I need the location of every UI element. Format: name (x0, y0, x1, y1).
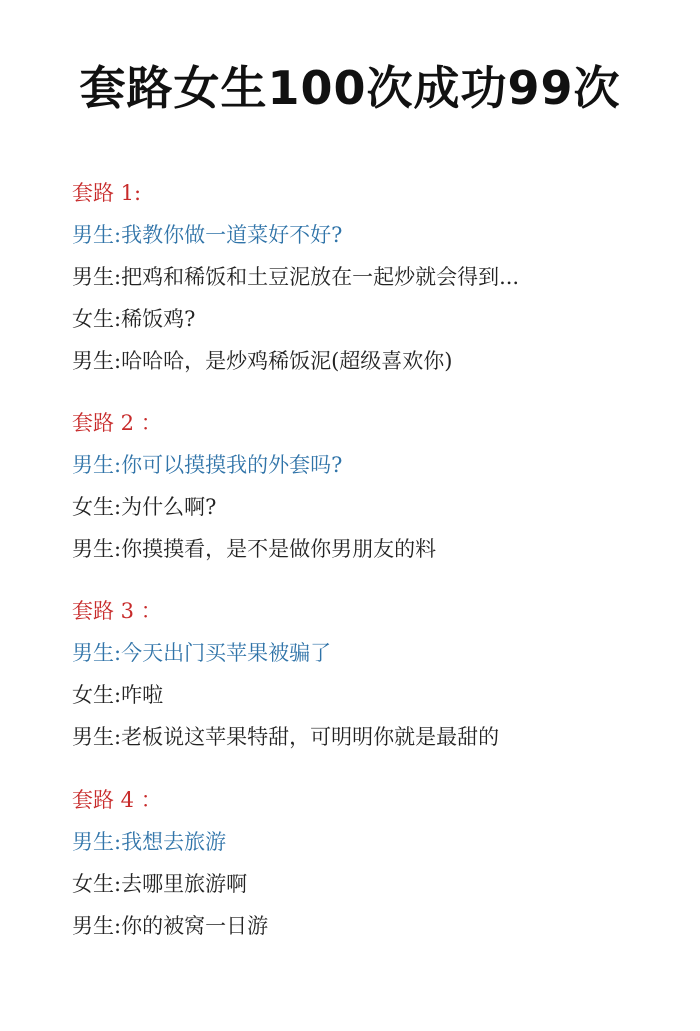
routine-heading: 套路 3 ： (72, 599, 162, 623)
page-title: 套路女生100次成功99次 (79, 61, 621, 115)
routine-heading: 套路 1: (72, 181, 142, 205)
routine-section-2 (72, 410, 672, 578)
dialogue-line: 男生:老板说这苹果特甜，可明明你就是最甜的 (72, 725, 500, 749)
dialogue-line: 男生:把鸡和稀饭和土豆泥放在一起炒就会得到... (72, 265, 520, 289)
dialogue-line: 男生:我想去旅游 (72, 830, 227, 854)
dialogue-line: 男生:哈哈哈，是炒鸡稀饭泥(超级喜欢你) (72, 349, 453, 373)
dialogue-line: 男生:你可以摸摸我的外套吗? (72, 453, 343, 477)
dialogue-line: 男生:你摸摸看，是不是做你男朋友的料 (72, 537, 437, 561)
dialogue-line: 女生:稀饭鸡? (72, 307, 196, 331)
routine-section-3 (72, 598, 672, 766)
dialogue-line: 男生:你的被窝一日游 (72, 914, 269, 938)
routine-section-4 (72, 787, 672, 955)
dialogue-line: 男生:今天出门买苹果被骗了 (72, 641, 332, 665)
dialogue-line: 女生:咋啦 (72, 683, 164, 707)
routine-heading: 套路 2 ： (72, 411, 162, 435)
routine-heading: 套路 4 ： (72, 788, 162, 812)
dialogue-line: 女生:为什么啊? (72, 495, 217, 519)
routine-section-1 (72, 180, 672, 390)
dialogue-line: 男生:我教你做一道菜好不好? (72, 223, 343, 247)
dialogue-line: 女生:去哪里旅游啊 (72, 872, 248, 896)
